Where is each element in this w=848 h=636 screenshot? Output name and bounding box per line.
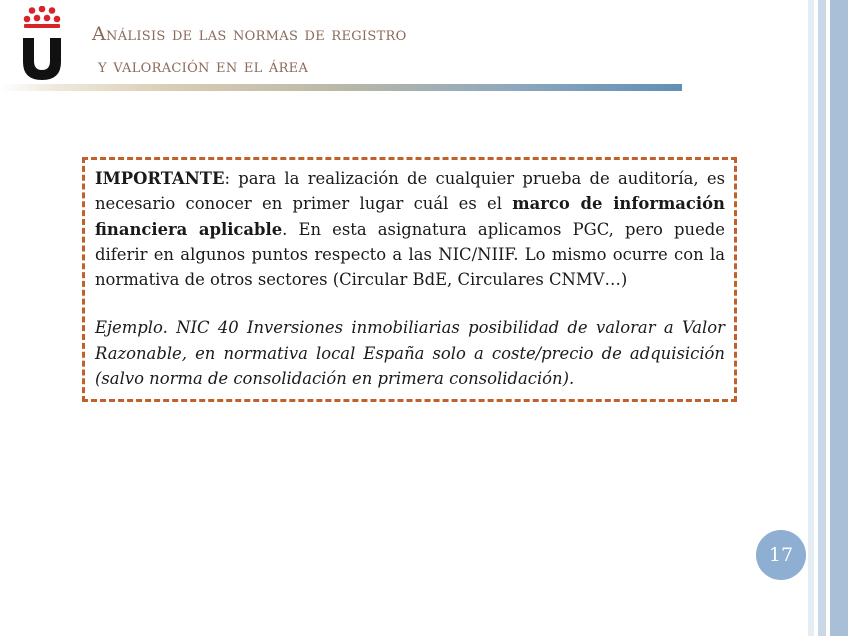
slide-title <box>92 18 407 82</box>
slide-title-line-1: Análisis de las normas de registro <box>92 23 407 45</box>
header-gradient-bar <box>0 84 682 91</box>
example-paragraph: Ejemplo. NIC 40 Inversiones inmobiliarias posibilidad de valorar a Valor Razonable, en normativa local España solo a coste/precio de adquisición (salvo norma de consolidación en primera consolidación). <box>95 318 725 389</box>
notice-bold-framework: marco de información financiera aplicable <box>95 194 725 239</box>
notice-paragraph <box>95 166 725 292</box>
important-notice-box <box>82 157 737 402</box>
slide-title-line-2: y valoración en el área <box>98 55 309 77</box>
decorative-right-band <box>808 0 848 636</box>
university-logo-icon <box>20 6 64 82</box>
notice-text-2: . En esta asignatura aplicamos PGC, pero puede diferir en algunos puntos respecto a las NIC/NIIF. Lo mismo ocurre con la normativa de otros sectores (Circular BdE, Circulares CNMV…) <box>95 219 725 290</box>
page-number-badge: 17 <box>756 530 806 580</box>
notice-lead-bold: IMPORTANTE <box>95 169 225 188</box>
notice-text-1: : para la realización de cualquier prueba de auditoría, es necesario conocer en primer lugar cuál es el <box>95 169 725 214</box>
